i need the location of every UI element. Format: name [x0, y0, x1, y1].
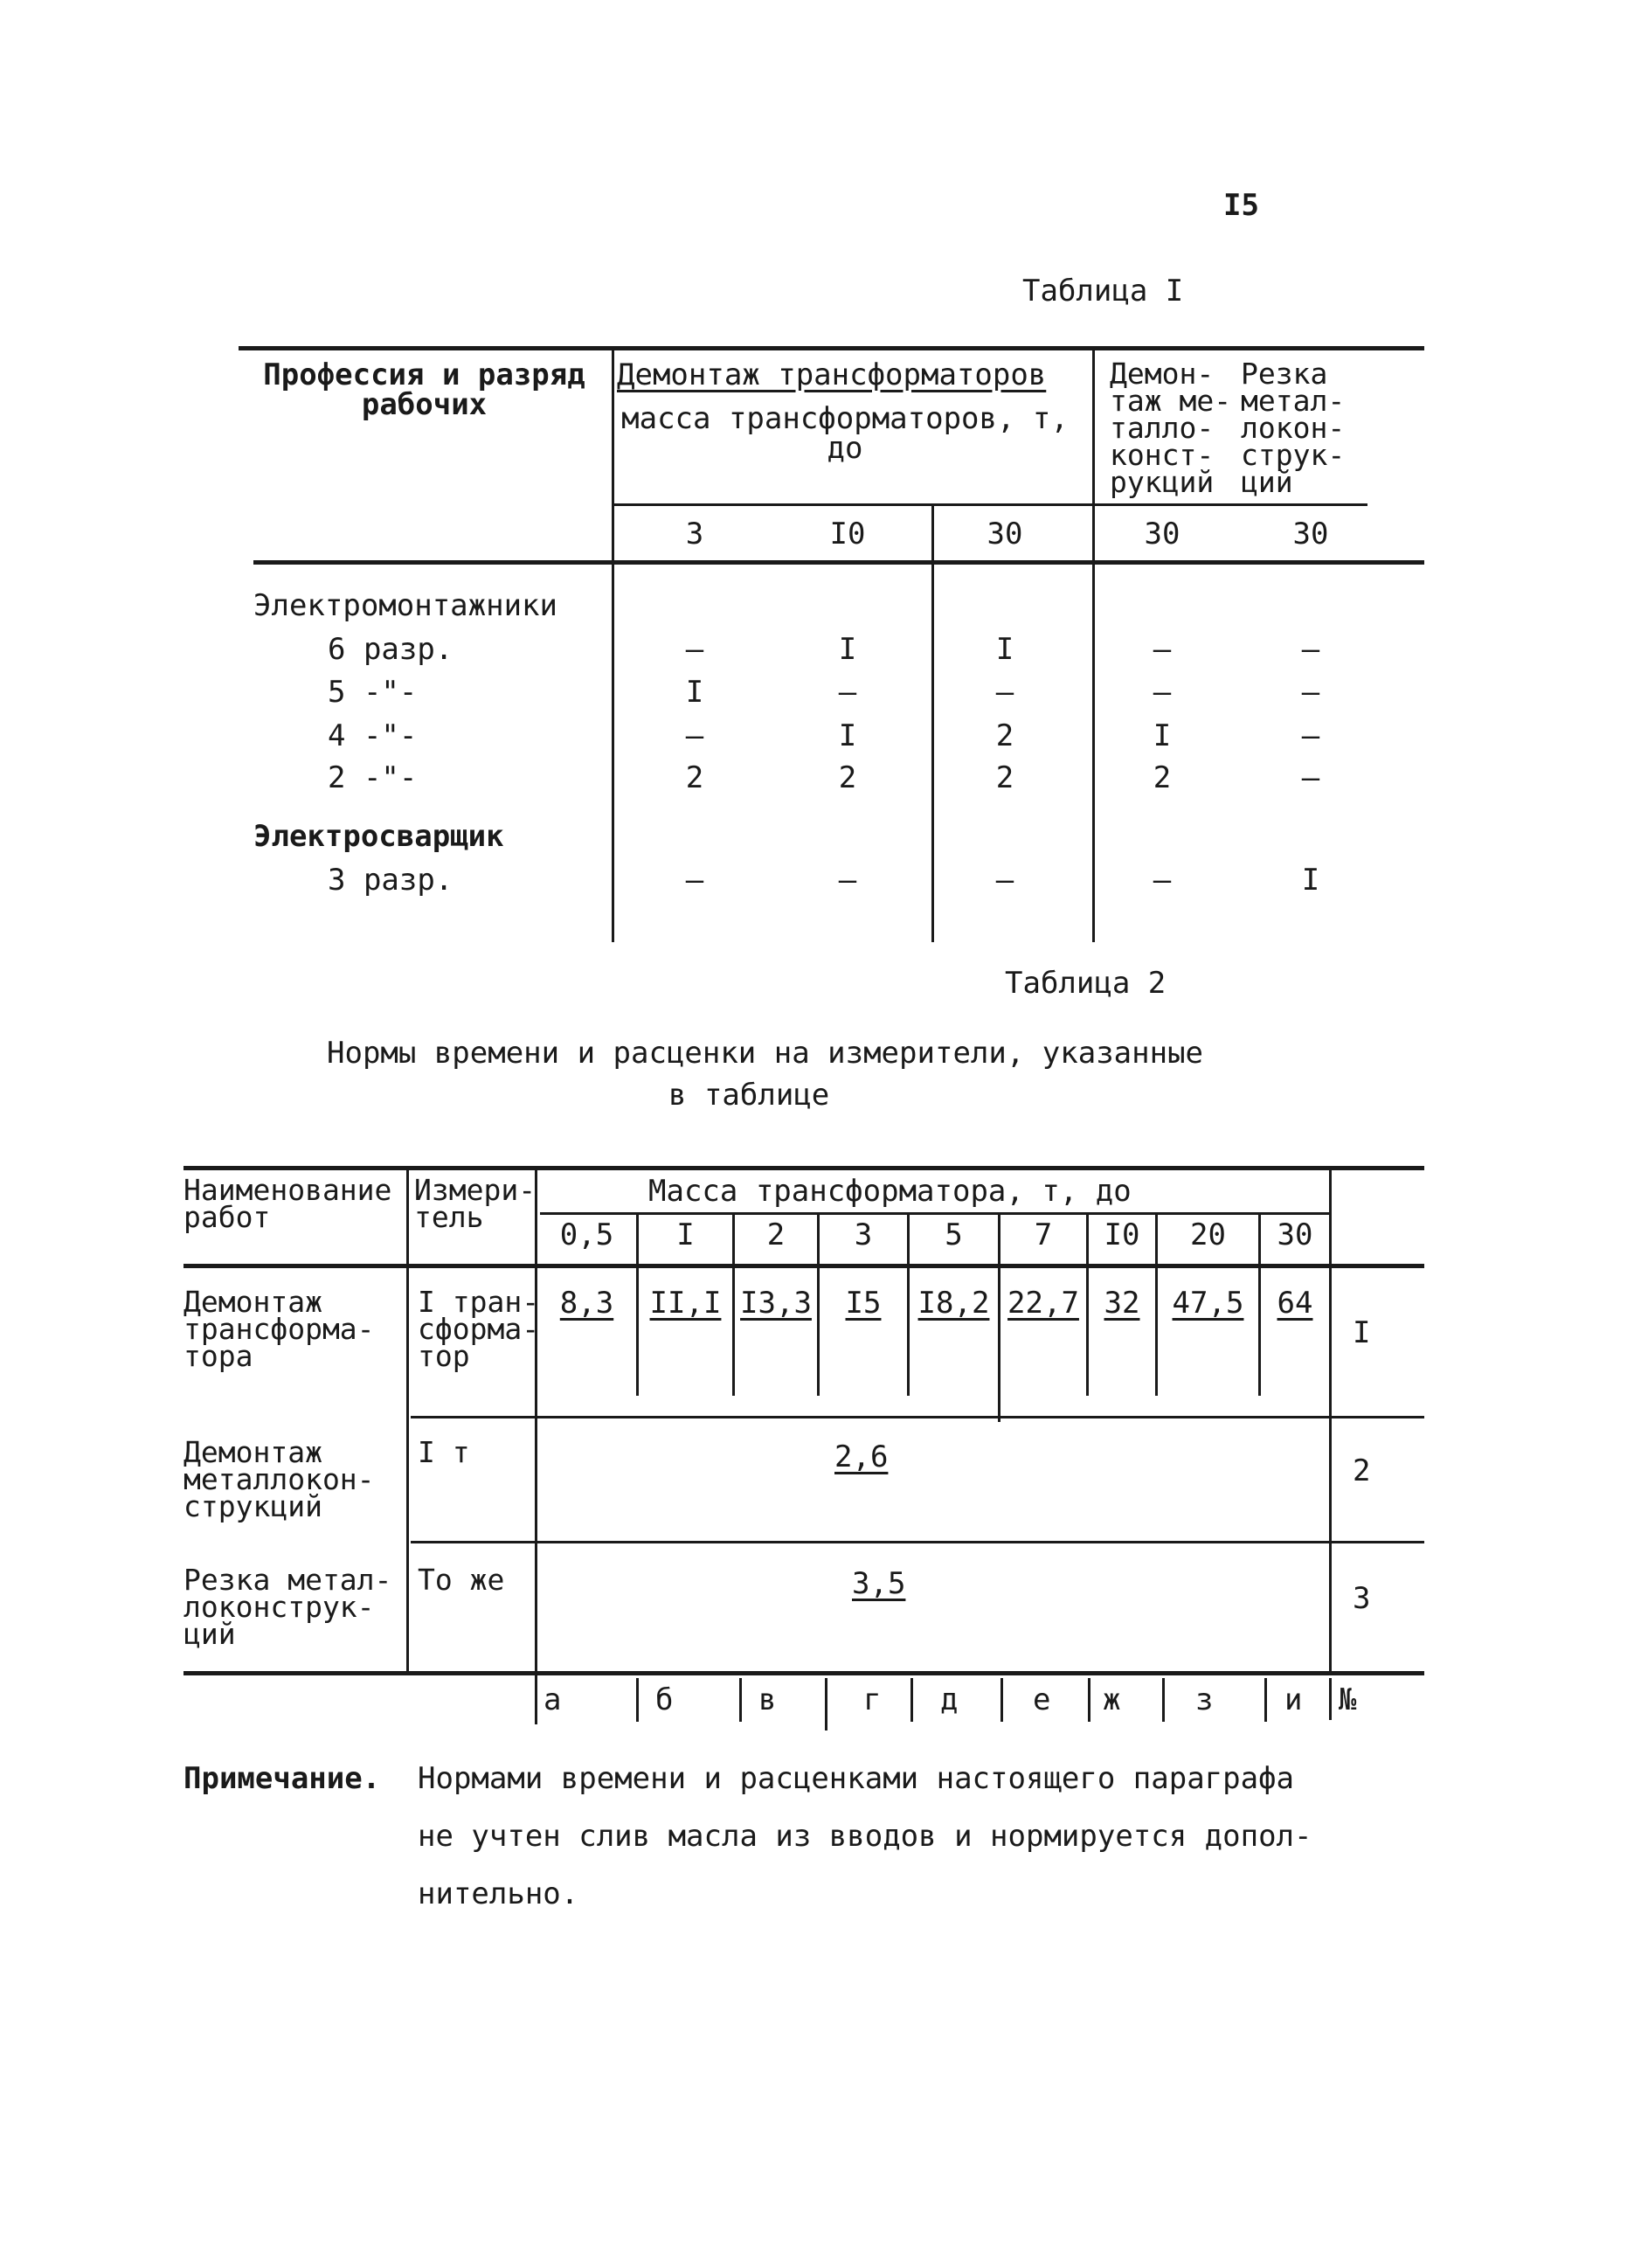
table1-cell: – — [838, 675, 857, 710]
table2-mass-col: 5 — [945, 1217, 963, 1252]
table2-footer-letter: з — [1195, 1682, 1214, 1717]
table1-cell: – — [685, 632, 704, 667]
table2-row-name: Резка метал- локонструк- ций — [183, 1563, 392, 1651]
table1-col: I0 — [829, 517, 866, 551]
table2-head-name: Наименование работ — [183, 1173, 392, 1234]
table2-row-num: 2 — [1353, 1453, 1371, 1488]
table1-cell: – — [1301, 718, 1320, 753]
table2-value: 22,7 — [1007, 1286, 1079, 1321]
table1-caption: Таблица I — [1022, 274, 1184, 309]
table2-title-line1: Нормы времени и расценки на измерители, указанные — [327, 1036, 1204, 1071]
table1-cell: – — [685, 863, 704, 898]
table2-row-name: Демонтаж металлокон- струкций — [183, 1435, 375, 1523]
table1-head-mass: масса трансформаторов, т, до — [621, 401, 1069, 466]
note-line: не учтен слив масла из вводов и нормируется допол- — [418, 1819, 1312, 1854]
table2-mass-col: 20 — [1190, 1217, 1226, 1252]
table1-cell: 2 — [995, 760, 1014, 795]
table2-value: 64 — [1277, 1286, 1313, 1321]
table2-mass-col: I0 — [1104, 1217, 1140, 1252]
table1-cell: 2 — [685, 760, 704, 795]
table2-title-line2: в таблице — [668, 1078, 830, 1113]
table1-cell: I — [1301, 863, 1320, 898]
table1-cell: – — [838, 863, 857, 898]
table2-row-unit: I т — [418, 1435, 470, 1469]
table1-head-demontazh-metal: Демон- таж ме- талло- конст- рукций — [1110, 357, 1232, 499]
table1-col: 30 — [987, 517, 1023, 551]
table1-cell: – — [1301, 632, 1320, 667]
table2-mass-col: 7 — [1034, 1217, 1053, 1252]
table2-footer-letter: д — [940, 1682, 959, 1717]
table1-row-label: Электромонтажники — [253, 588, 557, 623]
table2-footer-letter: б — [655, 1682, 674, 1717]
table1-row-label: 4 -"- — [328, 718, 418, 753]
table2-row-num: I — [1353, 1315, 1371, 1350]
table1-row-label: 2 -"- — [328, 760, 418, 795]
table1-head-group: Демонтаж трансформаторов — [617, 357, 1047, 392]
table2-head-mass: Масса трансформатора, т, до — [648, 1174, 1132, 1209]
table2-mass-col: 0,5 — [559, 1217, 614, 1252]
table1-cell: I — [838, 718, 857, 753]
table2-footer-letter: № — [1339, 1682, 1357, 1717]
note-line: нительно. — [418, 1876, 579, 1911]
table2-value: 32 — [1104, 1286, 1140, 1321]
table1-cell: – — [1153, 632, 1172, 667]
note-label: Примечание. — [183, 1761, 381, 1796]
table2-value: I3,3 — [740, 1286, 812, 1321]
table1-row-label: 3 разр. — [328, 863, 453, 898]
table1-cell: 2 — [1153, 760, 1172, 795]
table1-cell: – — [995, 863, 1014, 898]
table1-cell: I — [838, 632, 857, 667]
table2-mass-col: I — [676, 1217, 695, 1252]
table1-head-profession: Профессия и разряд рабочих — [263, 357, 585, 422]
table1-cell: – — [685, 718, 704, 753]
table1-col: 3 — [685, 517, 704, 551]
table2-footer-letter: ж — [1103, 1682, 1121, 1717]
table1-col: 30 — [1292, 517, 1329, 551]
table1-row-label: 5 -"- — [328, 675, 418, 710]
table2-value: 3,5 — [852, 1566, 906, 1601]
table2-footer-letter: г — [863, 1682, 882, 1717]
table1-cell: – — [1301, 675, 1320, 710]
table2-row-unit: I тран- сформа- тор — [418, 1285, 540, 1373]
table2-footer-letter: е — [1033, 1682, 1051, 1717]
table2-head-unit: Измери- тель — [414, 1173, 537, 1234]
table1-row-label: Электросварщик — [253, 819, 504, 854]
table2-value: 8,3 — [559, 1286, 614, 1321]
table2-footer-letter: а — [543, 1682, 562, 1717]
table2-mass-col: 2 — [766, 1217, 786, 1252]
table2-caption: Таблица 2 — [1005, 966, 1167, 1001]
table2-mass-col: 3 — [854, 1217, 873, 1252]
table1-cell: – — [995, 675, 1014, 710]
table2-row-num: 3 — [1353, 1581, 1371, 1616]
table1-head-rezka: Резка метал- локон- струк- ций — [1241, 357, 1346, 499]
table1-cell: 2 — [838, 760, 857, 795]
table2-value: 2,6 — [834, 1439, 889, 1474]
table2-row-name: Демонтаж трансформа- тора — [183, 1285, 375, 1373]
table1-cell: I — [995, 632, 1014, 667]
table1-row-label: 6 разр. — [328, 632, 453, 667]
table1-col: 30 — [1144, 517, 1180, 551]
page-number: I5 — [1223, 188, 1259, 223]
table2-footer-letter: в — [758, 1682, 777, 1717]
table1-cell: – — [1301, 760, 1320, 795]
table1-cell: 2 — [995, 718, 1014, 753]
note-line: Нормами времени и расценками настоящего параграфа — [418, 1761, 1295, 1796]
table1-cell: – — [1153, 863, 1172, 898]
table2-footer-letter: и — [1284, 1682, 1303, 1717]
table1-cell: I — [1153, 718, 1172, 753]
table2-value: I8,2 — [917, 1286, 990, 1321]
table2-value: 47,5 — [1172, 1286, 1244, 1321]
table1-cell: I — [685, 675, 704, 710]
table2-value: II,I — [649, 1286, 722, 1321]
table2-row-unit: То же — [418, 1563, 505, 1597]
table1-cell: – — [1153, 675, 1172, 710]
table2-mass-col: 30 — [1277, 1217, 1313, 1252]
table2-value: I5 — [845, 1286, 882, 1321]
